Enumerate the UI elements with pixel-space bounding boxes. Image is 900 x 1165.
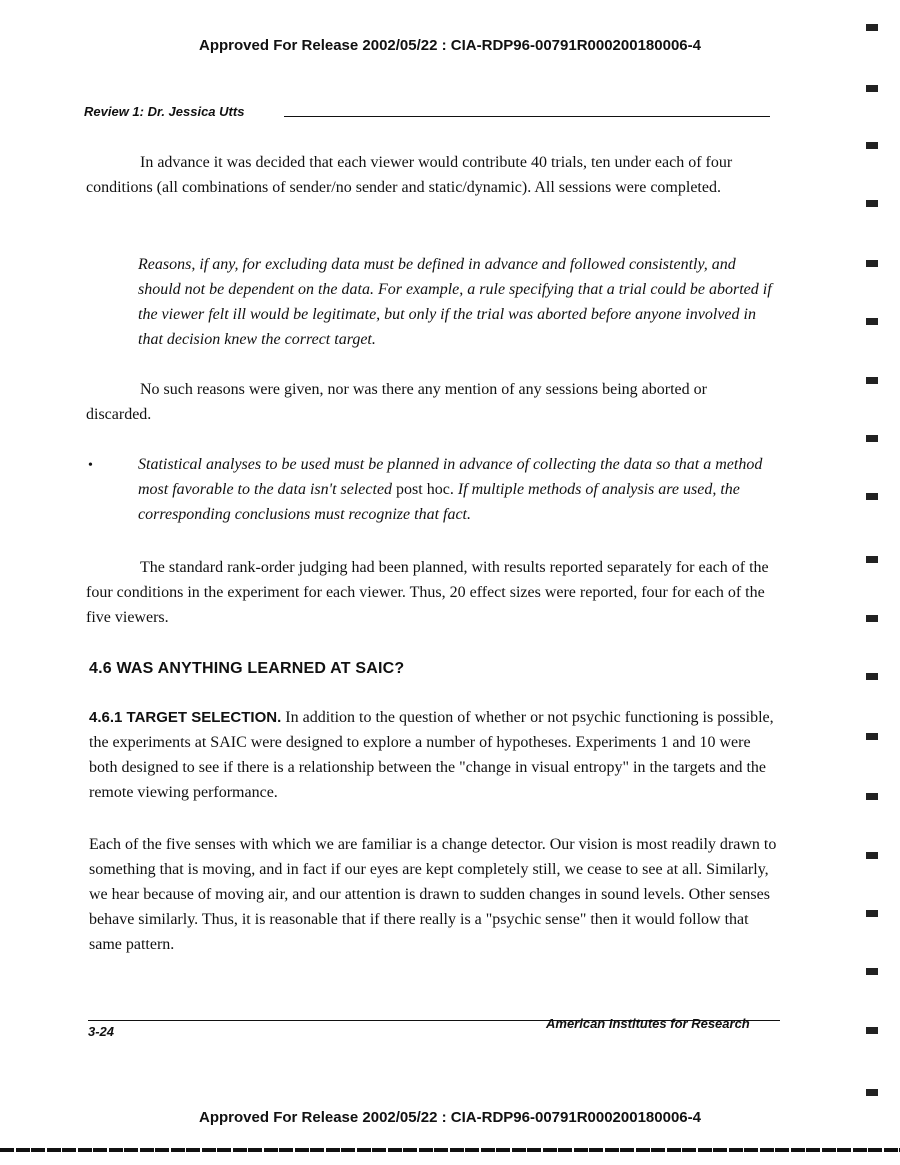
paragraph-1: In advance it was decided that each viewer would contribute 40 trials, ten under each of four conditions (all combinations of sender/no sender and static/dynamic). All sessions were completed.	[86, 154, 733, 196]
paragraph-5: Each of the five senses with which we are familiar is a change detector. Our vision is most readily drawn to something that is moving, and in fact if our eyes are kept completely still, we cease to see at all. Similarly, we hear because of moving air, and our attention is drawn to sudden changes in sound levels. Other senses behave similarly. Thus, it is reasonable that if there really is a "psychic sense" then it would follow that same pattern.	[89, 836, 777, 953]
scan-mark	[866, 733, 878, 740]
scan-mark	[866, 673, 878, 680]
scan-mark	[866, 260, 878, 267]
paragraph-4-text: In addition to the question of whether or not psychic functioning is possible, the experiments at SAIC were designed to explore a number of hypotheses. Experiments 1 and 10 were both designed to see if there is a relationship between the "change in visual entropy" in the targets and the remote viewing performance.	[89, 709, 774, 801]
scan-mark	[866, 85, 878, 92]
scan-mark	[866, 793, 878, 800]
scan-mark	[866, 615, 878, 622]
release-footer: Approved For Release 2002/05/22 : CIA-RDP96-00791R000200180006-4	[199, 1109, 701, 1126]
scan-mark	[866, 852, 878, 859]
scan-mark	[866, 318, 878, 325]
scan-mark	[866, 142, 878, 149]
paragraph-target-selection	[89, 705, 779, 805]
running-head: Review 1: Dr. Jessica Utts	[84, 104, 245, 119]
header-rule	[284, 116, 770, 117]
paragraph-3: The standard rank-order judging had been planned, with results reported separately for each of the four conditions in the experiment for each viewer. Thus, 20 effect sizes were reported, four for each of the five viewers.	[86, 559, 769, 626]
scan-mark	[866, 493, 878, 500]
scan-mark	[866, 1089, 878, 1096]
quote2-posthoc: post hoc.	[396, 481, 454, 498]
quote-statistical-analyses	[138, 452, 773, 527]
quote2-text-b: If multiple methods of analysis are used, the corresponding conclusions must recognize that fact.	[138, 481, 740, 523]
bullet-marker: •	[88, 458, 93, 473]
scan-mark	[866, 200, 878, 207]
quote2-text-a: Statistical analyses to be used must be planned in advance of collecting the data so that a method most favorable to the data isn't selected	[138, 456, 763, 498]
scan-mark	[866, 968, 878, 975]
paragraph-2: No such reasons were given, nor was there any mention of any sessions being aborted or discarded.	[86, 381, 707, 423]
footer-page-number: 3-24	[88, 1024, 115, 1039]
section-heading: 4.6 WAS ANYTHING LEARNED AT SAIC?	[89, 660, 405, 677]
release-header: Approved For Release 2002/05/22 : CIA-RDP96-00791R000200180006-4	[199, 37, 701, 54]
scan-mark	[866, 556, 878, 563]
scan-edge-bar	[0, 1148, 900, 1152]
subsection-heading: 4.6.1 TARGET SELECTION.	[89, 709, 282, 726]
scan-margin-marks	[866, 0, 886, 1165]
scan-mark	[866, 435, 878, 442]
footer-organization: American Institutes for Research	[546, 1016, 750, 1031]
scan-mark	[866, 1027, 878, 1034]
scan-mark	[866, 910, 878, 917]
scan-mark	[866, 24, 878, 31]
quote-exclusion-rules: Reasons, if any, for excluding data must be defined in advance and followed consistently, and should not be dependent on the data. For example, a rule specifying that a trial could be aborted if the viewer felt ill would be legitimate, but only if the trial was aborted before anyone involved in that decision knew the correct target.	[138, 256, 772, 348]
scan-mark	[866, 377, 878, 384]
